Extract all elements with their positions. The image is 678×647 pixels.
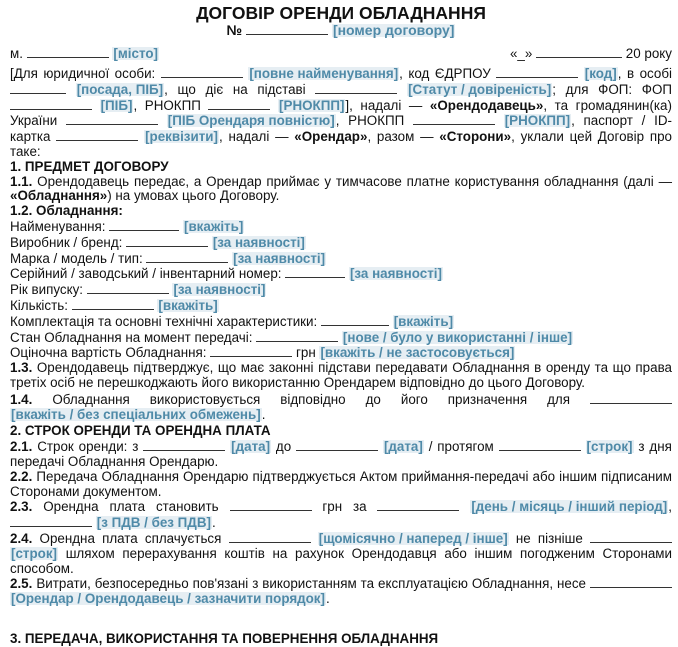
section-1-heading: 1. ПРЕДМЕТ ДОГОВОРУ [10,158,169,174]
document-title: ДОГОВІР ОРЕНДИ ОБЛАДНАННЯ [196,3,486,23]
clause-1-3: 1.3. Орендодавець підтверджує, що має законні підстави передавати Обладнання в оренду та що права третіх осіб не перешкоджають його використанню Орендарем відповідно до цього Договору. [10,360,672,390]
equipment-item: Найменування: [вкажіть] [10,218,244,234]
clause-2-4: 2.4. Орендна плата сплачується [щомісячно / наперед / інше] не пізніше [строк] шляхом перерахування коштів на рахунок Орендодавця або іншим погодженим Сторонами способом. [10,530,672,576]
equipment-item: Стан Обладнання на момент передачі: [нове / було у використанні / інше] [10,329,573,345]
equipment-item: Виробник / бренд: [за наявності] [10,234,305,250]
clause-2-2: 2.2. Передача Обладнання Орендарю підтверджується Актом приймання-передачі або іншим підписаним Сторонами документом. [10,468,672,499]
equipment-item: Комплектація та основні технічні характеристики: [вкажіть] [10,313,454,329]
section-3-heading: 3. ПЕРЕДАЧА, ВИКОРИСТАННЯ ТА ПОВЕРНЕННЯ ОБЛАДНАННЯ [10,631,439,646]
equipment-item: Марка / модель / тип: [за наявності] [10,250,326,266]
section-2-heading: 2. СТРОК ОРЕНДИ ТА ОРЕНДНА ПЛАТА [10,423,271,439]
equipment-item: Кількість: [вкажіть] [10,297,218,313]
contract-number-placeholder: [номер договору] [332,22,455,38]
clause-2-5: 2.5. Витрати, безпосередньо пов'язані з використанням та експлуатацією Обладнання, несе [Орендар / Орендодавець / зазначити порядок]. [10,576,672,607]
city-placeholder: [місто] [113,46,158,61]
clause-1-2-heading: 1.2. Обладнання: [10,203,123,219]
parties-paragraph: [Для юридичної особи: [повне найменування], код ЄДРПОУ [код], в особі [посада, ПІБ], що діє на підставі [Статут / довіреність]; для ФОП: ФОП [ПІБ], РНОКПП [РНОКПП]], надалі — «Орендодавець», та громадянин(ка) України [ПІБ Орендаря повністю], РНОКПП [РНОКПП], паспорт / ID-картка [реквізити], надалі — «Орендар», разом — «Сторони», уклали цей Договір про таке: [10,66,673,159]
equipment-item: Рік випуску: [за наявності] [10,282,266,298]
clause-2-3: 2.3. Орендна плата становить грн за [день / місяць / інший період], [з ПДВ / без ПДВ]. [10,499,672,531]
clause-1-4: 1.4. Обладнання використовується відповідно до його призначення для [вкажіть / без спеціальних обмежень]. [10,392,672,423]
contract-number-line: № [номер договору] [226,22,455,38]
contract-page [10,3,673,646]
equipment-item: Серійний / заводський / інвентарний номер: [за наявності] [10,266,442,282]
equipment-items [10,219,672,361]
equipment-item: Оціночна вартість Обладнання: грн [вкажіть / не застосовується] [10,345,515,361]
clause-1-1: 1.1. Орендодавець передає, а Орендар приймає у тимчасове платне користування обладнання (далі — «Обладнання») на умовах цього Договору. [10,173,672,204]
city-date-line: м. [місто] «_» 20 року [10,46,672,61]
clause-2-1: 2.1. Строк оренди: з [дата] до [дата] / протягом [строк] з дня передачі Обладнання Орендарю. [10,439,672,469]
